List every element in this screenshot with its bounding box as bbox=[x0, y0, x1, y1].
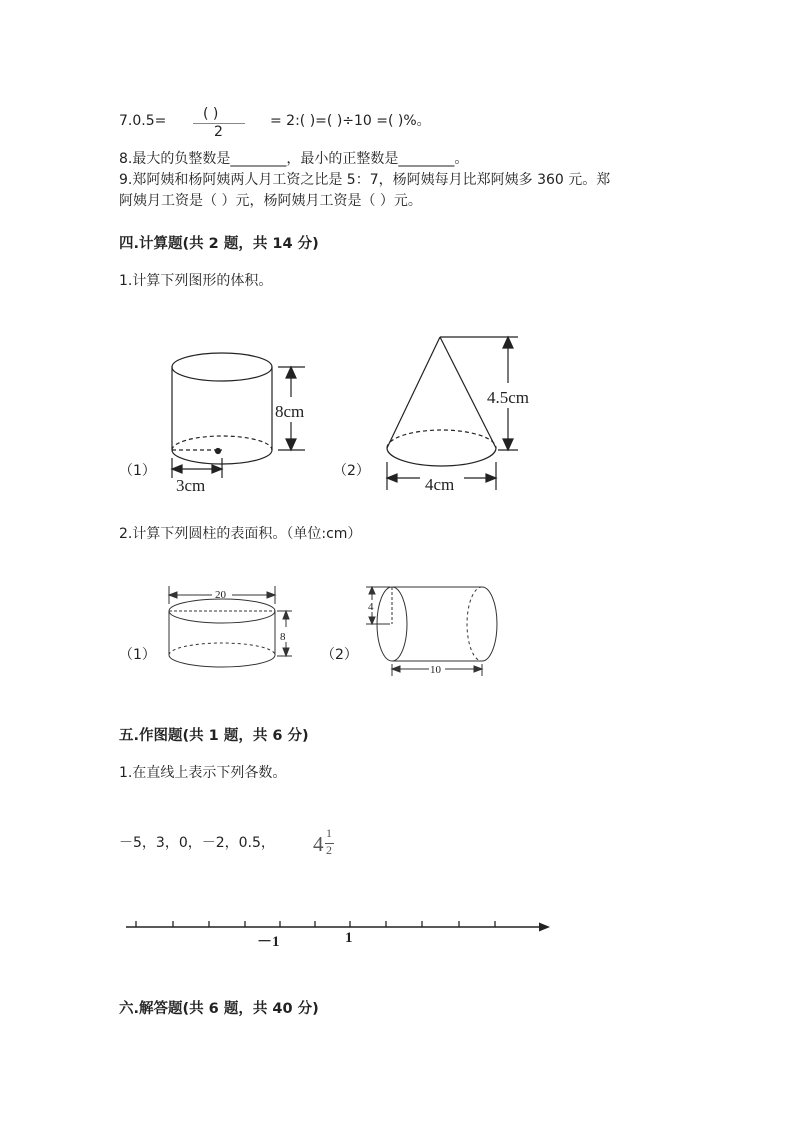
q9-line1: 9.郑阿姨和杨阿姨两人月工资之比是 5：7，杨阿姨每月比郑阿姨多 360 元。郑 bbox=[119, 172, 611, 188]
fig1-label: （1） bbox=[119, 463, 156, 479]
cylinder-figure-4 bbox=[366, 587, 497, 676]
section4-q2: 2.计算下列圆柱的表面积。（单位:cm） bbox=[119, 526, 362, 542]
fig4-length-label: 10 bbox=[430, 664, 441, 676]
fig4-label: （2） bbox=[321, 647, 358, 663]
fig1-radius-label: 3cm bbox=[176, 476, 206, 495]
mixed-number-denominator: 2 bbox=[326, 843, 332, 857]
fig4-diameter-label: 4 bbox=[368, 601, 374, 613]
section5-q1: 1.在直线上表示下列各数。 bbox=[119, 765, 287, 781]
fig3-height-label: 8 bbox=[280, 631, 286, 643]
section4-title: 四.计算题(共 2 题，共 14 分) bbox=[119, 236, 319, 252]
section6-title: 六.解答题(共 6 题，共 40 分) bbox=[119, 1001, 319, 1017]
q9-line2: 阿姨月工资是（ ）元，杨阿姨月工资是（ ）元。 bbox=[119, 193, 422, 209]
q7-prefix: 7.0.5= bbox=[119, 113, 167, 129]
tick-label-neg1: －1 bbox=[257, 934, 280, 950]
q7-fraction-numerator: ( ) bbox=[203, 106, 219, 122]
fig2-label: （2） bbox=[333, 463, 370, 479]
fig2-height-label: 4.5cm bbox=[487, 388, 530, 407]
cylinder-figure-3 bbox=[169, 586, 292, 667]
fig3-diameter-label: 20 bbox=[215, 589, 226, 601]
q8-text: 8.最大的负整数是________，最小的正整数是________。 bbox=[119, 151, 469, 167]
cone-figure-2 bbox=[387, 337, 518, 490]
section4-q1: 1.计算下列图形的体积。 bbox=[119, 273, 273, 289]
section5-title: 五.作图题(共 1 题，共 6 分) bbox=[119, 728, 309, 744]
q7-rest: = 2:( )=( )÷10 =( )%。 bbox=[270, 113, 431, 129]
section5-numbers: －5，3，0，－2，0.5， bbox=[119, 835, 275, 851]
mixed-number-numerator: 1 bbox=[326, 826, 332, 840]
number-line bbox=[126, 921, 550, 932]
q7-fraction-denominator: 2 bbox=[214, 124, 223, 140]
number-line-ticks bbox=[136, 921, 495, 927]
fig3-label: （1） bbox=[119, 647, 156, 663]
tick-label-pos1: 1 bbox=[345, 930, 353, 946]
fig1-height-label: 8cm bbox=[275, 402, 305, 421]
fig2-diameter-label: 4cm bbox=[425, 475, 455, 494]
mixed-number-whole: 4 bbox=[313, 832, 324, 856]
